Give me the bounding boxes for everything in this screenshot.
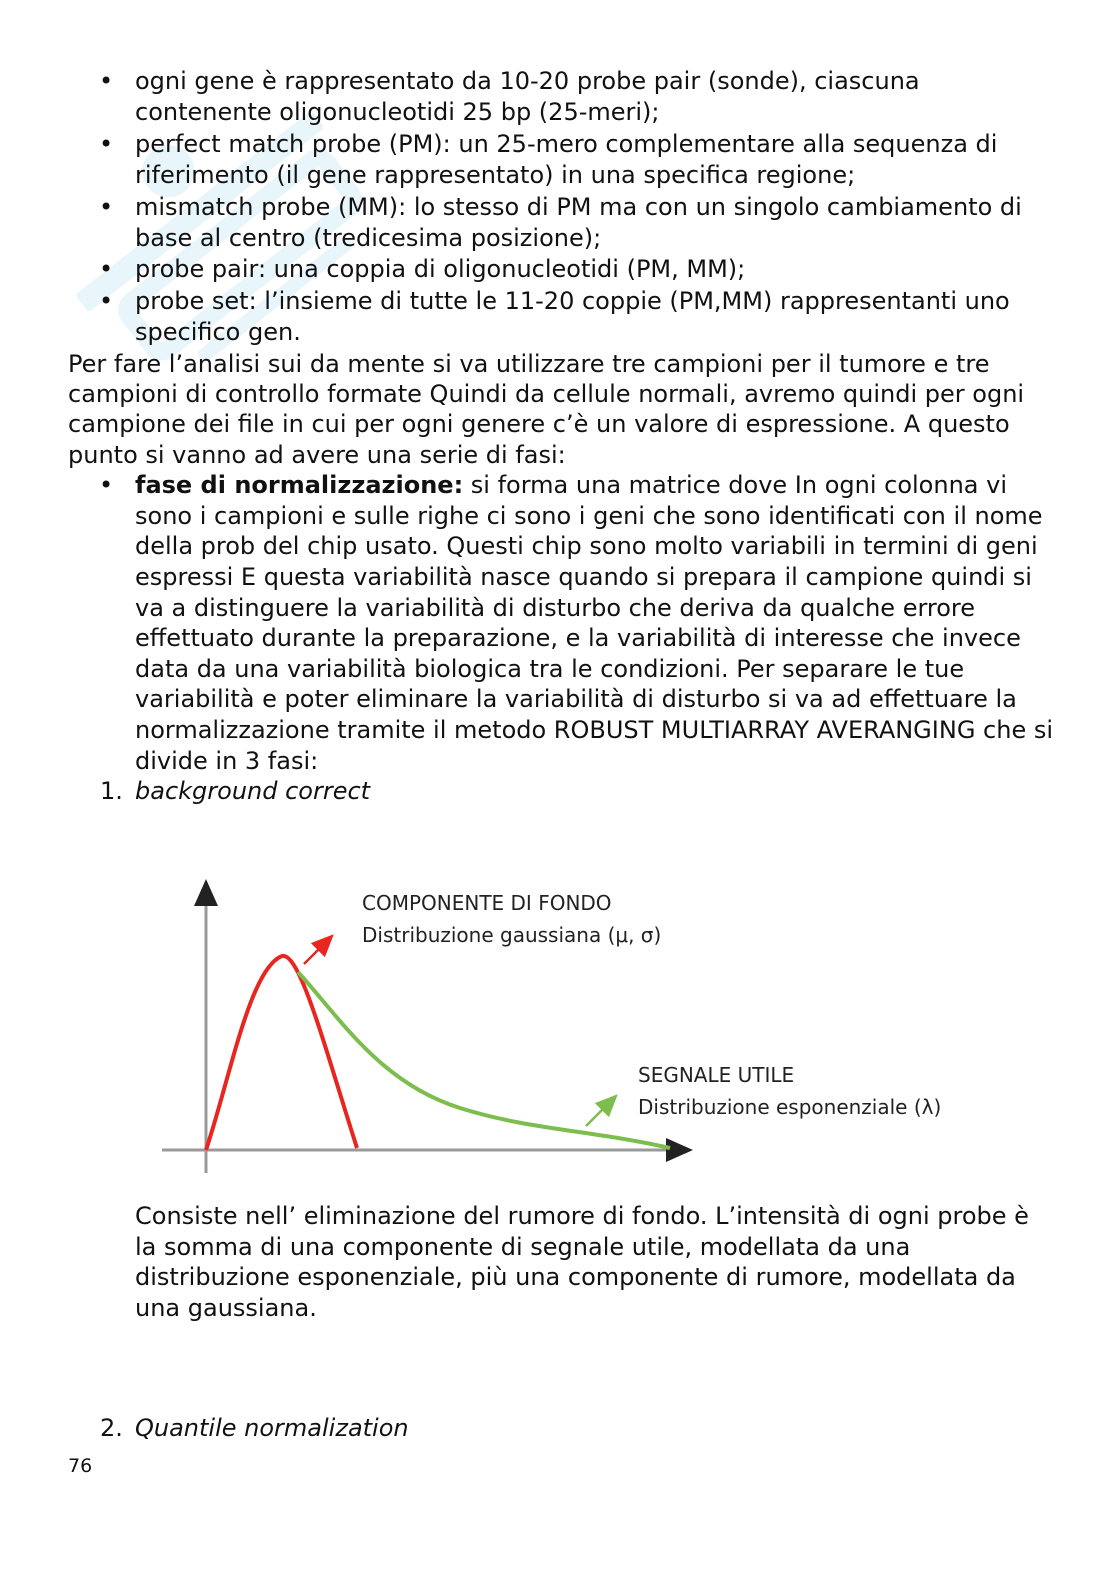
page-content <box>68 66 1053 807</box>
exponential-label: SEGNALE UTILE <box>638 1063 795 1087</box>
exponential-arrow <box>586 1096 616 1126</box>
list-item <box>68 470 1053 776</box>
step-1 <box>68 776 1053 807</box>
step-label: Quantile normalization <box>135 1414 409 1442</box>
page-number: 76 <box>68 1455 93 1477</box>
gaussian-curve <box>206 956 357 1150</box>
list-item: • probe pair: una coppia di oligonucleotidi (PM, MM); <box>68 254 1053 285</box>
intro-paragraph: Per fare l’analisi sui da mente si va utilizzare tre campioni per il tumore e tre campioni di controllo formate Quindi da cellule normali, avremo quindi per ogni campione dei file in cui per ogni genere c’è un valore di espressione. A questo punto si vanno ad avere una serie di fasi: <box>68 349 1025 469</box>
phase-text: si forma una matrice dove In ogni colonna vi sono i campioni e sulle righe ci sono i geni che sono identificati con il nome della prob del chip usato. Questi chip sono molto variabili in termini di geni espressi E questa variabilità nasce quando si prepara il campione quindi si va a distinguere la variabilità di disturbo che deriva da qualche errore effettuato durante la preparazione, e la variabilità di interesse che invece data da una variabilità biologica tra le condizioni. Per separare le tue variabilità e poter eliminare la variabilità di disturbo si va ad effettuare la normalizzazione tramite il metodo ROBUST MULTIARRAY AVERANGING che si divide in 3 fasi: <box>135 471 1054 775</box>
gaussian-label: COMPONENTE DI FONDO <box>362 891 612 915</box>
phase-list <box>68 470 1053 776</box>
phase-title: fase di normalizzazione: <box>135 471 464 500</box>
step-label: background correct <box>135 777 371 806</box>
exponential-curve <box>298 972 670 1148</box>
list-item: • ogni gene è rappresentato da 10-20 probe pair (sonde), ciascuna contenente oligonucleotidi 25 bp (25-meri); <box>68 66 1053 129</box>
background-correct-description: Consiste nell’ eliminazione del rumore di fondo. L’intensità di ogni probe è la somma di una componente di segnale utile, modellata da una distribuzione esponenziale, più una componente di rumore, modellata da una gaussiana. <box>135 1202 1029 1322</box>
list-item: • probe set: l’insieme di tutte le 11-20 coppie (PM,MM) rappresentanti uno specifico gen. <box>68 286 1053 349</box>
step-number: 2. <box>100 1414 123 1442</box>
list-item: • mismatch probe (MM): lo stesso di PM ma con un singolo cambiamento di base al centro (tredicesima posizione); <box>68 192 1053 255</box>
list-item: • perfect match probe (PM): un 25-mero complementare alla sequenza di riferimento (il gene rappresentato) in una specifica regione; <box>68 129 1053 192</box>
gaussian-sublabel: Distribuzione gaussiana (μ, σ) <box>362 923 662 947</box>
exponential-sublabel: Distribuzione esponenziale (λ) <box>638 1095 942 1119</box>
gaussian-arrow <box>304 936 332 964</box>
definition-list <box>68 66 1053 349</box>
step-2 <box>100 1413 409 1444</box>
background-correction-chart <box>150 868 980 1188</box>
step-number: 1. <box>100 777 123 806</box>
